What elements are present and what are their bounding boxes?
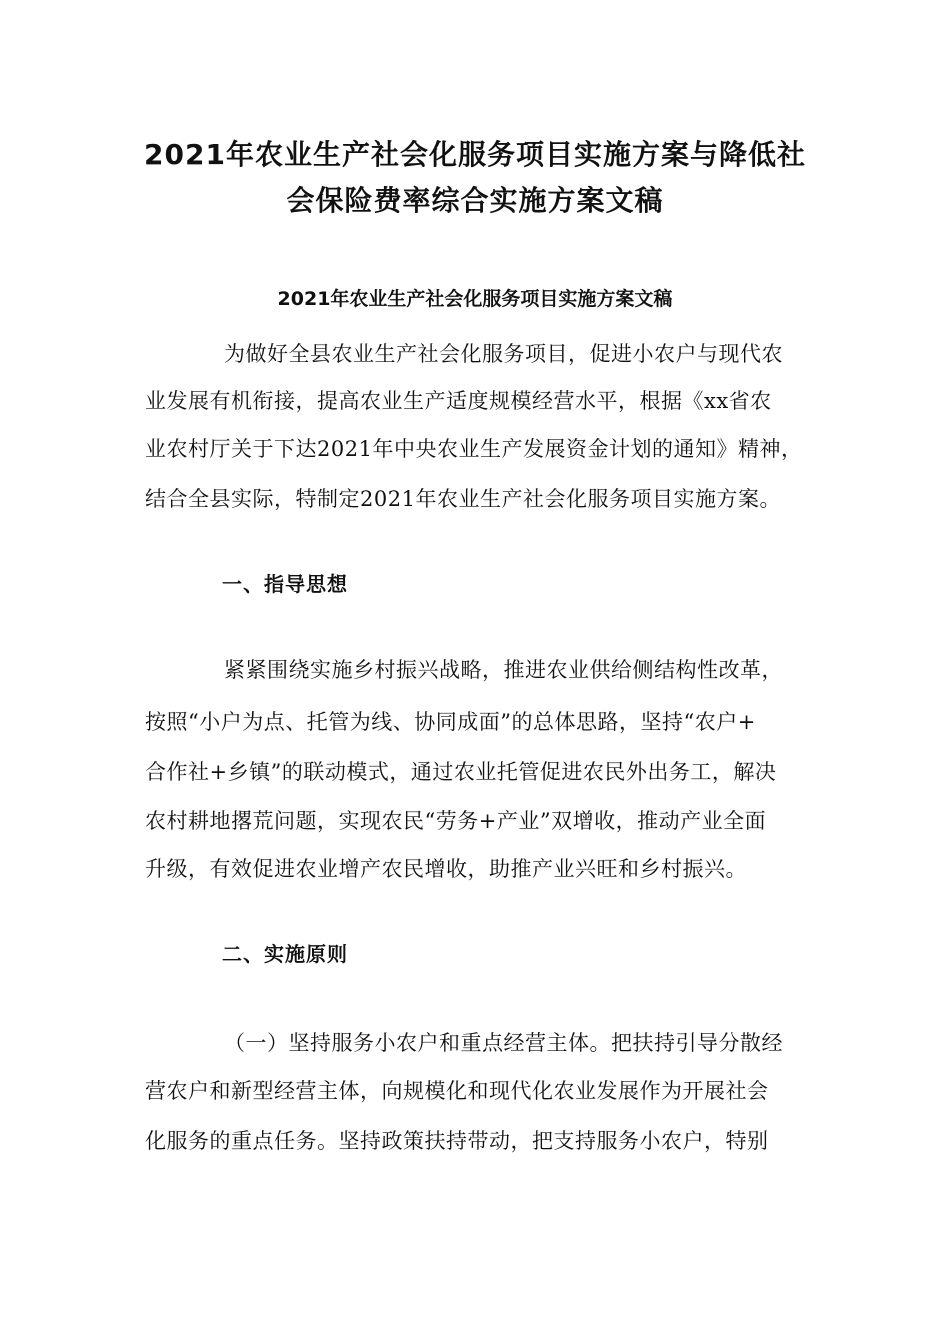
section1-line: 按照“小户为点、托管为线、协同成面”的总体思路，坚持“农户+: [145, 710, 756, 734]
section2-line: （一）坚持服务小农户和重点经营主体。把扶持引导分散经: [224, 1031, 783, 1055]
intro-line: 业农村厅关于下达2021年中央农业生产发展资金计划的通知》精神，: [145, 437, 803, 461]
intro-line: 结合全县实际，特制定2021年农业生产社会化服务项目实施方案。: [145, 487, 781, 511]
document-subtitle: 2021年农业生产社会化服务项目实施方案文稿: [277, 288, 673, 310]
document-title-line-2: 会保险费率综合实施方案文稿: [286, 184, 664, 217]
section2-line: 化服务的重点任务。坚持政策扶持带动，把支持服务小农户，特别: [145, 1129, 769, 1153]
section-heading-principles: 二、实施原则: [222, 942, 348, 966]
section1-line: 合作社+乡镇”的联动模式，通过农业托管促进农民外出务工，解决: [145, 760, 777, 784]
section1-line: 农村耕地撂荒问题，实现农民“劳务+产业”双增收，推动产业全面: [145, 809, 767, 833]
intro-line: 业发展有机衔接，提高农业生产适度规模经营水平，根据《xx省农: [145, 389, 772, 413]
section2-line: 营农户和新型经营主体，向规模化和现代化农业发展作为开展社会: [145, 1079, 769, 1103]
section1-line: 紧紧围绕实施乡村振兴战略，推进农业供给侧结构性改革，: [224, 658, 783, 682]
section1-line: 升级，有效促进农业增产农民增收，助推产业兴旺和乡村振兴。: [145, 857, 747, 881]
section-heading-guiding-thought: 一、指导思想: [222, 572, 348, 596]
document-title-line-1: 2021年农业生产社会化服务项目实施方案与降低社: [144, 138, 806, 171]
intro-line: 为做好全县农业生产社会化服务项目，促进小农户与现代农: [224, 342, 783, 366]
